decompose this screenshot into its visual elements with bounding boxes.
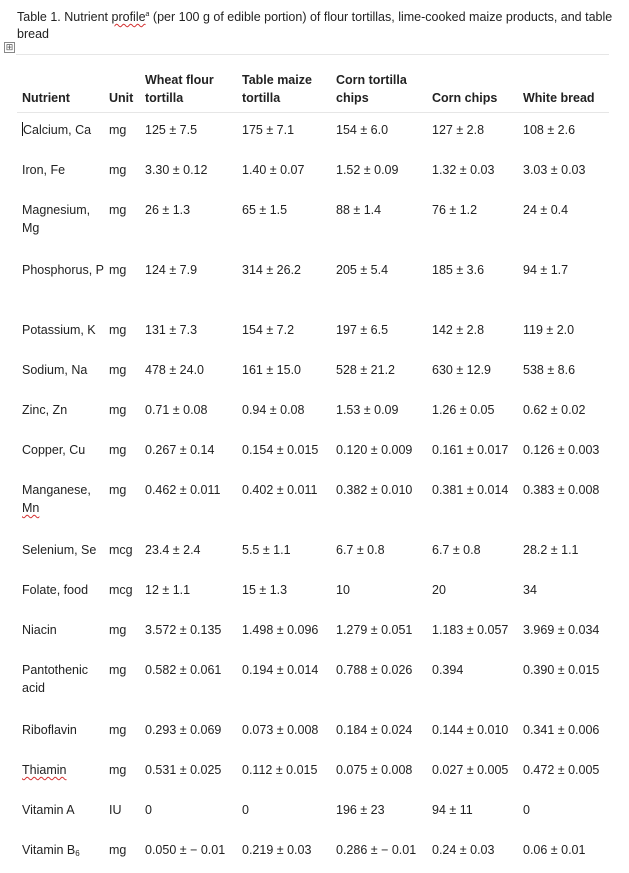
unit-cell: mg — [109, 723, 127, 737]
value-cell: 0.184 ± 0.024 — [336, 723, 413, 737]
value-cell: 1.52 ± 0.09 — [336, 163, 399, 177]
value-cell: 0 — [145, 803, 152, 817]
value-cell: 15 ± 1.3 — [242, 583, 288, 597]
table-row — [17, 793, 609, 833]
value-cell: 1.498 ± 0.096 — [242, 623, 319, 637]
value-cell: 34 — [523, 583, 537, 597]
caption-prefix: Table 1. Nutrient — [17, 10, 112, 24]
value-cell: 161 ± 15.0 — [242, 363, 301, 377]
header-corn-chips: Corn chips — [432, 91, 498, 105]
table-row — [17, 653, 609, 713]
table-row — [17, 533, 609, 573]
value-cell: 154 ± 7.2 — [242, 323, 295, 337]
table-row — [17, 833, 609, 873]
value-cell: 0.71 ± 0.08 — [145, 403, 208, 417]
value-cell: 24 ± 0.4 — [523, 203, 569, 217]
unit-cell: mg — [109, 663, 127, 677]
value-cell: 175 ± 7.1 — [242, 123, 295, 137]
nutrient-cell — [17, 833, 104, 873]
value-cell: 1.32 ± 0.03 — [432, 163, 495, 177]
header-unit: Unit — [109, 91, 134, 105]
table-row — [17, 613, 609, 653]
value-cell: 0.341 ± 0.006 — [523, 723, 600, 737]
value-cell: 0.382 ± 0.010 — [336, 483, 413, 497]
value-cell: 0.788 ± 0.026 — [336, 663, 413, 677]
value-cell: 5.5 ± 1.1 — [242, 543, 291, 557]
nutrient-cell: Zinc, Zn — [22, 403, 68, 417]
nutrient-cell: Niacin — [22, 623, 57, 637]
table-row — [17, 113, 609, 154]
caption-footnote-marker: a — [145, 11, 150, 18]
nutrient-cell: Vitamin A — [22, 803, 75, 817]
nutrient-cell — [17, 753, 104, 793]
value-cell: 197 ± 6.5 — [336, 323, 389, 337]
value-cell: 0.383 ± 0.008 — [523, 483, 600, 497]
unit-cell: mg — [109, 443, 127, 457]
value-cell: 127 ± 2.8 — [432, 123, 485, 137]
value-cell: 314 ± 26.2 — [242, 263, 301, 277]
value-cell: 205 ± 5.4 — [336, 263, 389, 277]
value-cell: 1.40 ± 0.07 — [242, 163, 305, 177]
nutrient-name-prefix: Manganese, — [22, 483, 91, 497]
value-cell: 0.394 — [432, 663, 464, 677]
value-cell: 20 — [432, 583, 446, 597]
value-cell: 0.531 ± 0.025 — [145, 763, 222, 777]
value-cell: 0.402 ± 0.011 — [242, 483, 318, 497]
value-cell: 65 ± 1.5 — [242, 203, 288, 217]
value-cell: 0.462 ± 0.011 — [145, 483, 221, 497]
table-row — [17, 573, 609, 613]
unit-cell: mg — [109, 203, 127, 217]
nutrient-cell: Phosphorus, P — [22, 263, 104, 277]
unit-cell: mg — [109, 763, 127, 777]
value-cell: 23.4 ± 2.4 — [145, 543, 201, 557]
header-corn-tortilla-chips: Corn tortilla chips — [336, 73, 407, 105]
value-cell: 0.381 ± 0.014 — [432, 483, 509, 497]
nutrient-cell: Pantothenic acid — [22, 663, 89, 695]
unit-cell: mg — [109, 123, 127, 137]
value-cell: 124 ± 7.9 — [145, 263, 198, 277]
nutrient-name: Calcium, Ca — [23, 123, 92, 137]
nutrient-table — [17, 55, 609, 873]
table-row — [17, 433, 609, 473]
value-cell: 0.06 ± 0.01 — [523, 843, 586, 857]
value-cell: 108 ± 2.6 — [523, 123, 576, 137]
nutrient-cell: Riboflavin — [22, 723, 77, 737]
header-nutrient: Nutrient — [22, 91, 70, 105]
table-row — [17, 393, 609, 433]
value-cell: 0.144 ± 0.010 — [432, 723, 509, 737]
value-cell: 0.472 ± 0.005 — [523, 763, 600, 777]
value-cell: 0.390 ± 0.015 — [523, 663, 600, 677]
table-row — [17, 473, 609, 533]
value-cell: 88 ± 1.4 — [336, 203, 382, 217]
value-cell: 196 ± 23 — [336, 803, 385, 817]
value-cell: 0.112 ± 0.015 — [242, 763, 318, 777]
value-cell: 0.126 ± 0.003 — [523, 443, 600, 457]
value-cell: 0.073 ± 0.008 — [242, 723, 319, 737]
table-caption — [17, 6, 617, 43]
nutrient-cell: Copper, Cu — [22, 443, 86, 457]
value-cell: 0.120 ± 0.009 — [336, 443, 413, 457]
nutrient-name: Vitamin B — [22, 843, 76, 857]
value-cell: 0 — [523, 803, 530, 817]
unit-cell: mg — [109, 363, 127, 377]
nutrient-name: Thiamin — [22, 763, 67, 777]
value-cell: 630 ± 12.9 — [432, 363, 491, 377]
value-cell: 185 ± 3.6 — [432, 263, 485, 277]
value-cell: 0.62 ± 0.02 — [523, 403, 586, 417]
value-cell: 478 ± 24.0 — [145, 363, 204, 377]
table-header-row — [17, 55, 609, 113]
nutrient-name-symbol: Mn — [22, 501, 40, 515]
value-cell: 0.050 ± − 0.01 — [145, 843, 226, 857]
value-cell: 0.027 ± 0.005 — [432, 763, 509, 777]
nutrient-cell: Sodium, Na — [22, 363, 88, 377]
value-cell: 0.161 ± 0.017 — [432, 443, 509, 457]
value-cell: 3.572 ± 0.135 — [145, 623, 222, 637]
value-cell: 3.969 ± 0.034 — [523, 623, 600, 637]
nutrient-cell: Magnesium, Mg — [22, 203, 91, 235]
table-move-handle-icon[interactable]: ⊞ — [5, 42, 14, 52]
value-cell: 154 ± 6.0 — [336, 123, 389, 137]
table-row — [17, 713, 609, 753]
unit-cell: mg — [109, 843, 127, 857]
value-cell: 3.30 ± 0.12 — [145, 163, 208, 177]
table-row — [17, 253, 609, 313]
nutrient-cell: Folate, food — [22, 583, 89, 597]
value-cell: 3.03 ± 0.03 — [523, 163, 586, 177]
value-cell: 6.7 ± 0.8 — [432, 543, 481, 557]
unit-cell: mg — [109, 323, 127, 337]
value-cell: 1.183 ± 0.057 — [432, 623, 509, 637]
value-cell: 0.286 ± − 0.01 — [336, 843, 417, 857]
value-cell: 0.582 ± 0.061 — [145, 663, 222, 677]
unit-cell: mg — [109, 483, 127, 497]
header-table-maize-tortilla: Table maize tortilla — [242, 73, 312, 105]
value-cell: 10 — [336, 583, 350, 597]
value-cell: 0.94 ± 0.08 — [242, 403, 305, 417]
unit-cell: mg — [109, 263, 127, 277]
value-cell: 119 ± 2.0 — [523, 323, 575, 337]
unit-cell: mcg — [109, 543, 133, 557]
value-cell: 528 ± 21.2 — [336, 363, 395, 377]
table-row — [17, 153, 609, 193]
table-row — [17, 313, 609, 353]
nutrient-cell: Iron, Fe — [22, 163, 66, 177]
nutrient-cell — [17, 473, 104, 533]
value-cell: 12 ± 1.1 — [145, 583, 191, 597]
value-cell: 94 ± 1.7 — [523, 263, 569, 277]
caption-suffix: (per 100 g of edible portion) of flour tortillas, lime-cooked maize products, and table bread — [17, 10, 613, 41]
value-cell: 0.219 ± 0.03 — [242, 843, 312, 857]
value-cell: 0.293 ± 0.069 — [145, 723, 222, 737]
unit-cell: mg — [109, 163, 127, 177]
value-cell: 0.194 ± 0.014 — [242, 663, 319, 677]
table-row — [17, 193, 609, 253]
value-cell: 1.26 ± 0.05 — [432, 403, 495, 417]
value-cell: 0.267 ± 0.14 — [145, 443, 215, 457]
caption-profile-word: profile — [111, 10, 146, 24]
unit-cell: mg — [109, 403, 127, 417]
value-cell: 538 ± 8.6 — [523, 363, 576, 377]
value-cell: 1.53 ± 0.09 — [336, 403, 399, 417]
unit-cell: mcg — [109, 583, 133, 597]
value-cell: 0.24 ± 0.03 — [432, 843, 495, 857]
value-cell: 26 ± 1.3 — [145, 203, 191, 217]
value-cell: 76 ± 1.2 — [432, 203, 478, 217]
nutrient-cell[interactable] — [17, 113, 104, 154]
table-row — [17, 353, 609, 393]
value-cell: 28.2 ± 1.1 — [523, 543, 579, 557]
nutrient-subscript: 6 — [75, 849, 80, 858]
value-cell: 94 ± 11 — [432, 803, 473, 817]
value-cell: 1.279 ± 0.051 — [336, 623, 413, 637]
unit-cell: IU — [109, 803, 122, 817]
value-cell: 131 ± 7.3 — [145, 323, 198, 337]
value-cell: 6.7 ± 0.8 — [336, 543, 385, 557]
value-cell: 0.154 ± 0.015 — [242, 443, 319, 457]
nutrient-cell: Potassium, K — [22, 323, 96, 337]
value-cell: 0.075 ± 0.008 — [336, 763, 413, 777]
nutrient-cell: Selenium, Se — [22, 543, 97, 557]
value-cell: 0 — [242, 803, 249, 817]
unit-cell: mg — [109, 623, 127, 637]
table-row — [17, 753, 609, 793]
value-cell: 142 ± 2.8 — [432, 323, 485, 337]
header-wheat-flour-tortilla: Wheat flour tortilla — [145, 73, 214, 105]
value-cell: 125 ± 7.5 — [145, 123, 198, 137]
header-white-bread: White bread — [523, 91, 595, 105]
